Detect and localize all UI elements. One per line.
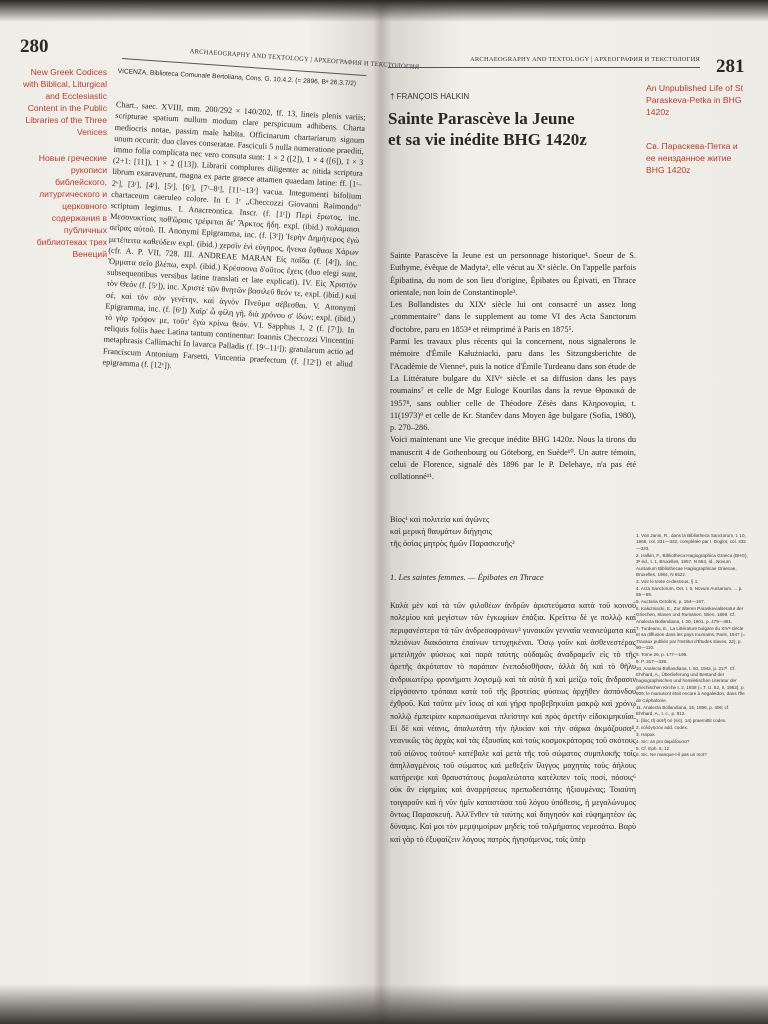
footnote: 7. Turdeanu, E., La Littérature bulgare du XIVᵉ siècle et sa diffusion dans les pays roumains, Paris, 1947 (= Travaux publiés par l'Institut d'Études slaves, 22), p. 90—110. xyxy=(636,625,746,650)
bottom-shadow xyxy=(0,984,768,1024)
greek-title-line-2: καὶ μερικὴ θαυμάτων διήγησις xyxy=(390,527,492,536)
intro-paragraph-2: Les Bollandistes du XIXᵉ siècle lui ont consacré un assez long „commentaire" dans le supplement au tome VI des Acta Sanctorum d'octobre, paru en 1853⁴ et réimprimé à Paris en 1875⁵. xyxy=(390,300,636,334)
article-title xyxy=(388,108,618,150)
greek-text-block xyxy=(390,600,636,846)
footnote: 5. Auctaria Octobris, p. 154—167. xyxy=(636,599,705,605)
manuscript-description: Chart., saec. XVIII, mm. 200/292 × 140/202, ff. 13, lineis plenis variis; scripturae spatium nullum modum clare perspicuum adhibens. Charta mediocris notae, passim male habita. Officinarum chartariarum signum unum occurit: duo claves conseratae. Fasciculi 5 nulla numeratione praediti, immo folia complicata nec vero consuta sunt: 1 × 2 ([2]), 1 × 4 ([6]), 1 × 3 (2+1: [11]), 1 × 2 ([13]). Librarii complures diligenter ac nitida scriptura librum exaraverunt, magna ex parte graece attamen quaedam latine: ff. [1ʳ–2ᵛ], [3ʳ], [4ʳ], [5ʳ], [6ʳ], [7ʳ–8ʳ], [11ʳ–13ʳ] vacua. Integumenti bifolium chartaceum caeruleo colore. In f. 1ʳ „Checcozzi Giovanni Raimondo" scriptum legimus. I. Anacreontica. Inscr. (f. [1ʳ]) Περὶ ἔρωτος, inc. Μεσονυκτίοις ποθ'ὥραις τρέφεται δε' Ἄρκτος ἤδη. expl. (ibid.) πυλάμαισι σεῖρας αὐτοῦ. II. Anonymi Epigramma, inc. (f. [3ʳ]) Ἱερὴν Δημήτερος ἐγὼ μετέπειτα καθεύδειν expl. (ibid.) χερσὶν ἐνὶ εὐγηρος, ἤνεκα ἔφθασε Χάρων (cfr. A. P. VII, 728. III. ANDREAE MARAN Εἰς παῖδα (f. [4ʳ]), inc. Ὄμματα σεῖο βλέπω, expl. (ibid.) Κρέσσονα δ'οὔτος ἔχεις (duo elegi sunt, subsequentibus versibus latine translati et late explicati). IV. Εἰς Χριστὸν τὸν Θεόν (f. [5ʳ]), inc. Χριστὲ τῶν θνητῶν βασιλεῦ θεόν τε, expl. (ibid.) καὶ σέ, καὶ τὸν σὸν γενέτην, καὶ ἁγνὸν Πνεῦμα σέβεσθαι. V. Anonymi Epigramma, inc. (f. [6ʳ]) Χαῖρ' ὦ φίλη γῆ, διὰ χρόνου σ' ἰδών; expl. (ibid.) τὸ γὰρ τρόφον με, τοῦτ' ἐγὼ κρίνω θεόν. VI. Sapphus 1, 2 (f. [7ʳ]). In reliquis foliis haec Latina tantum continentur: Ioannis Checcozzi Vincentini metaphrasis Callimachi In lavarca Palladis (f. [9ʳ–11ʳ]); gratularum actio ad Franciscum Antonium Farsetti, Vincentia praefectum (f. [12ʳ]) et aliud epigramma (f. [12ᵛ]). xyxy=(102,100,366,371)
footnotes-column xyxy=(636,533,748,759)
left-page-column xyxy=(102,66,367,381)
footnote: 2. εὐλόγησον add. codex. xyxy=(636,724,689,730)
right-margin-title-ru: Св. Параскева-Петка и ее неизданное житие BHG 1420z xyxy=(646,141,738,175)
greek-paragraph: Καλὰ μὲν καὶ τὰ τῶν φιλοθέων ἀνδρῶν ἀριστεύματα κατὰ τοῦ κοινοῦ πολεμίου καὶ μεγίστων τῶν ἐγκωμίων ἐπάξια. Κρεῖττω δὲ γε πολλῷ καὶ περιφανέστερα τὰ τῶν ἀνδρεσοφρόνων³ γυναικῶν γενναῖα νεανιεύματα καὶ πλειόνων διακόσατα ἐπαίνων τετυχηκέναι. Ὅσῳ γοῦν καὶ ἀσθενεστέρας μετειληχόν φύσεως καὶ παρὰ ταύτης οὐδαμῶς ἀναδραμεῖν εἰς τὸ τῆς ἀρετῆς ἀκρότατον τὸ παράπαν ἐνεποδισθῆσαν, ἀλλὰ δὴ καὶ τὸ θῆλυ ἀνδρικωτέρῳ φρονήματι λογισμῷ καὶ τὰ αὐτὰ ἢ καὶ μείζω τοῖς ἄνδρασιν εἰργάσαντο τρόπαια κατὰ τοῦ τῆς βροτείας φύσεως ἀρχήθεν ἀσπόνδου ἐχθροῦ. Καὶ ταῦτα μὲν ἴσως αἱ καὶ γήρᾳ προβεβηκυῖαι μακρῷ καὶ χρόνῳ πολλῷ ἐμπειρίαν καρπωσάμεναι πλείστην καὶ πρὸς ἀρετὴν εἰδοκιμηκυῖαι. Εἰ δὲ καὶ νέανις, ἀπαλωτάτη τὴν ἡλικίαν καὶ τὴν σάρκα ἀκμάζουσα⁴, νεανικῶς τὰς ἀρχὰς καὶ τὰς ἐξουσίας καὶ τοὺς κοσμοκράτορας τοῦ σκότους τοῦ αἰῶνος τούτου⁵ κατέβαλε καὶ μετὰ τῆς τοῦ σώματος συμπλοκῆς τοῖς ἀπηλλαγμένοις τοῦ σώματος καὶ μεθεξεῖν ἴλιγγος μαχητὰς τοὺς ἀήλους κατήρειψε καὶ θραυστάτους ῥωμαλεώτατα κατέλιπεν τοῖς ποσί, πόσοις⁶ οὐκ ἂν εἰφημίας καὶ ἀναρρήσεως πρεπωδεστάτης ἠξιουμένας; Τοιαύτη τοιγαροῦν καὶ ἡ νῦν ἡμῖν καταστάσα τοῦ λόγου ὑπόθεσις, ἡ μεγαλώνυμος ὄντως Παρασκευή. Ἀλλ'ἔνθεν τὰ ταύτης καὶ διηγησόν καὶ εὐφημητέον ὡς δύναμις. Καὶ μοι τὸν μεμψιμοίρων μηδεὶς τοῦ τολμήματος νεμεσάτω. Βαρὺ καὶ γὰρ τὸ ἐξυφαίζειν λόγους πατρὸς ἡγησάμενος, τοῖς ὑπὲρ xyxy=(390,601,636,844)
right-page-number: 281 xyxy=(716,56,745,77)
footnote: 8. Tome 26, p. 177—196. xyxy=(636,651,688,657)
intro-paragraph-1: Sainte Parascève la Jeune est un personnage historique¹. Soeur de S. Euthyme, évêque de Madyta², elle vécut au Xᵉ siècle. On l'appelle parfois Épibatina, du nom de son lieu d'origine, Épibates ou Épivati, en Thrace orientale, non loin de Constantinople³. xyxy=(390,251,636,297)
left-margin-title-en: New Greek Codices with Biblical, Liturgical and Ecclesiastic Content in the Public Libraries of the Three Venices xyxy=(22,67,107,137)
footnote: 1. βίος τῆ αὐτῆ οὐ (sic). 14) praemittit codex. xyxy=(636,717,727,723)
section-heading: 1. Les saintes femmes. — Épibates en Thrace xyxy=(390,572,544,582)
left-margin-title-ru: Новые греческие рукописи библейского, литургического и церковного содержания в публичных библиотеках трех Венеций xyxy=(36,153,107,259)
right-header-rule xyxy=(388,67,700,68)
footnote: 9. P. 317—339. xyxy=(636,658,668,664)
footnote: 11. Analecta Bollandiana, 15, 1896, p. 406; cf. Ehrhard, A., t. c., p. 912. xyxy=(636,704,730,716)
article-intro xyxy=(390,250,636,484)
article-author: † FRANÇOIS HALKIN xyxy=(390,92,470,101)
article-title-line-1: Sainte Parascève la Jeune xyxy=(388,109,575,128)
footnote: 6. Sic. Ne manque-t-il pas un mot? xyxy=(636,752,707,758)
footnote: 1. Voir Janin, R., dans la Bibliotheca Sanctorum, t. 10, 1968, col. 331—332, complétée par I. Doglot, col. 332—333. xyxy=(636,533,746,551)
left-page-number: 280 xyxy=(20,36,49,57)
right-margin-title-en: An Unpublished Life of St Paraskeva-Petka in BHG 1420z xyxy=(646,83,743,117)
intro-paragraph-4: Voici maintenant une Vie grecque inédite BHG 1420z. Nous la tirons du manuscrit 4 de Gothenbourg ou Göteborg, en Suède¹⁰. Un autre témoin, celui de Florence, signalé dès 1896 par le P. Delehaye, n'a pas été collationné¹¹. xyxy=(390,435,636,482)
footnote: 6. Kałużniacki, E., Zur älteren Paraskevialiteratur der Griechen, Slaven und Rumänen, Wien, 1899. Cf. Analecta Bollandiana, t. 20, 1901, p. 479—481. xyxy=(636,605,744,624)
top-shadow xyxy=(0,0,768,22)
article-title-line-2: et sa vie inédite BHG 1420z xyxy=(388,130,587,149)
footnote: 4. Sic: an pro ἀκμάζουσα? xyxy=(636,738,690,744)
greek-title-line-1: Βίος¹ καὶ πολιτεία καὶ ἀγῶνες xyxy=(390,515,490,524)
footnote: 5. Cf. Eph. 6, 12. xyxy=(636,745,671,751)
manuscript-heading: VICENZA, Biblioteca Comunale Bertoliana, Cons. G. 10.4.2. (= 2896, Bᵊ 26.3.7/2) xyxy=(117,67,357,88)
footnote: 2. Halkin, F., Bibliotheca Hagiographica Graeca (BHG), 3ᵉ éd., t. 1, Bruxelles, 1957, N 654, Id., Novum Auctarium Bibliothecae Hagiographicae Graecae, Bruxelles, 1984, N 652z. xyxy=(636,552,748,577)
greek-title-line-3: τῆς ὁσίας μητρὸς ἡμῶν Παρασκευῆς² xyxy=(390,539,515,548)
right-running-head: ARCHAEOGRAPHY AND TEXTOLOGY | АРХЕОГРАФИЯ И ТЕКСТОЛОГИЯ xyxy=(470,56,701,63)
footnote: 4. Acta Sanctorum, Oct. t. 6, Novum Auctarium, ... p. 55—69. xyxy=(636,585,743,598)
intro-paragraph-3: Parmi les travaux plus récents qui la concernent, nous signalerons le mémoire d'Émile Kałużniacki, paru dans les Sitzungsberichte de l'Académie de Vienne⁶, puis la notice d'Émile Turdeanu dans son étude de La Littérature bulgare du XIVᵉ siècle et sa diffusion dans les pays roumains⁷ et celle de Mgr Euloge Kourilas dans la revue Θρακικά de 1957⁸, sans oublier celle de Théodore Zésès dans Κληρονομία, t. 11(1973)⁹ et celle de Kr. Stančev dans Moyen âge bulgare (Sofia, 1980), p. 270–286. xyxy=(390,337,636,433)
footnote: 10. Analecta Bollandiana, t. 60, 1942, p. 217ᶠ. Cf. Ehrhard, A., Überlieferung und Bestand der hagiographischen und homiletischen Literatur der griechischen Kirche t. 2, 1938 (= T. U. 52, II, 1952), p. 909; le manuscrit était encore à Aegaleidon, dans l'Île de Céphalonie. xyxy=(636,665,745,703)
left-running-head: ARCHAEOGRAPHY AND TEXTOLOGY | АРХЕОГРАФИЯ И ТЕКСТОЛОГИЯ xyxy=(189,48,420,72)
footnote: 3. Voir le texte ci-dessous, § 1. xyxy=(636,578,699,584)
footnote: 3. Hapax. xyxy=(636,731,656,737)
greek-title-block xyxy=(390,514,590,550)
